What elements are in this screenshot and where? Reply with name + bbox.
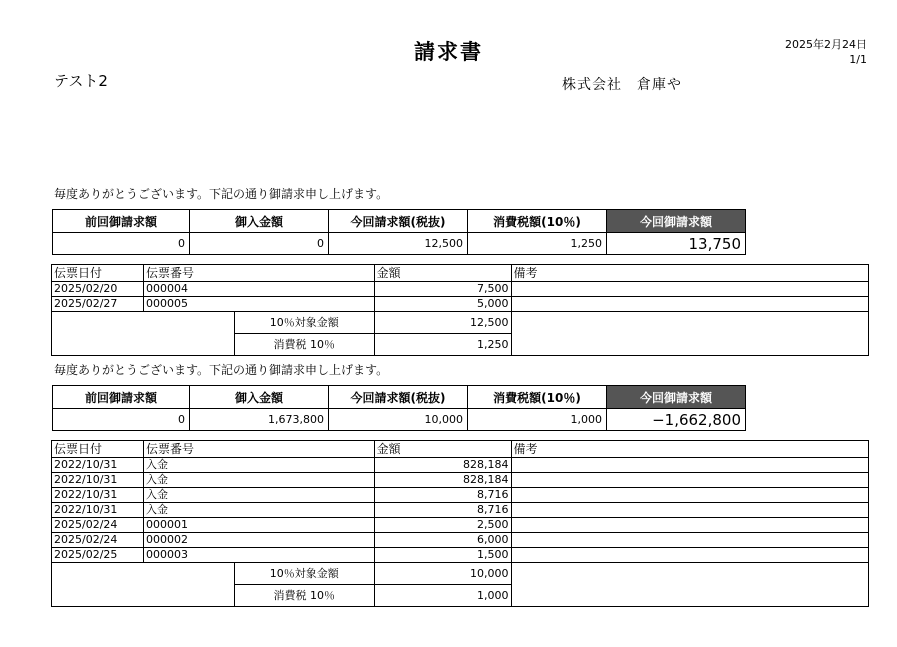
summary-value-row	[53, 409, 746, 431]
table-row	[52, 503, 869, 518]
row-amount: 8,716	[374, 503, 511, 518]
row-date: 2025/02/25	[52, 548, 144, 563]
total-billing-value: −1,662,800	[607, 409, 746, 431]
detail-header-row	[52, 441, 869, 458]
row-amount: 7,500	[374, 282, 511, 297]
current-billing-value: 12,500	[329, 233, 468, 255]
row-date: 2025/02/20	[52, 282, 144, 297]
customer-name: テスト2	[54, 72, 108, 90]
table-row	[52, 473, 869, 488]
row-date: 2022/10/31	[52, 488, 144, 503]
previous-billing-value: 0	[53, 409, 190, 431]
payment-received-value: 1,673,800	[190, 409, 329, 431]
row-amount: 828,184	[374, 473, 511, 488]
detail-header-number: 伝票番号	[143, 441, 374, 458]
table-row	[52, 548, 869, 563]
row-remarks	[511, 297, 868, 312]
row-number: 000002	[143, 533, 374, 548]
row-amount: 828,184	[374, 458, 511, 473]
total-row-taxable	[52, 312, 869, 334]
previous-billing-value: 0	[53, 233, 190, 255]
row-amount: 5,000	[374, 297, 511, 312]
issue-date: 2025年2月24日	[785, 38, 867, 51]
summary-header-cell: 消費税額(10％)	[468, 210, 607, 233]
table-row	[52, 297, 869, 312]
row-number: 入金	[143, 503, 374, 518]
tax-value: 1,000	[468, 409, 607, 431]
row-amount: 2,500	[374, 518, 511, 533]
row-number: 入金	[143, 488, 374, 503]
detail-header-date: 伝票日付	[52, 265, 144, 282]
table-row	[52, 458, 869, 473]
summary-header-cell: 前回御請求額	[53, 386, 190, 409]
tax-amount-value: 1,000	[374, 585, 511, 607]
tax-amount-value: 1,250	[374, 334, 511, 356]
tax-label: 消費税 10％	[234, 334, 374, 356]
totals-remarks-blank	[511, 563, 868, 607]
totals-blank	[52, 563, 235, 607]
table-row	[52, 488, 869, 503]
summary-header-cell: 前回御請求額	[53, 210, 190, 233]
row-date: 2022/10/31	[52, 473, 144, 488]
row-remarks	[511, 518, 868, 533]
row-number: 入金	[143, 458, 374, 473]
summary-header-cell-total: 今回御請求額	[607, 386, 746, 409]
row-date: 2022/10/31	[52, 503, 144, 518]
document-title: 請求書	[414, 40, 483, 64]
issue-date-block	[785, 37, 867, 67]
taxable-amount-label: 10％対象金額	[234, 312, 374, 334]
row-number: 000005	[143, 297, 374, 312]
row-number: 000003	[143, 548, 374, 563]
taxable-amount-label: 10％対象金額	[234, 563, 374, 585]
row-amount: 6,000	[374, 533, 511, 548]
row-amount: 1,500	[374, 548, 511, 563]
total-billing-value: 13,750	[607, 233, 746, 255]
greeting-text: 毎度ありがとうございます。下記の通り御請求申し上げます。	[54, 363, 389, 377]
totals-remarks-blank	[511, 312, 868, 356]
company-name: 株式会社 倉庫や	[562, 77, 682, 93]
payment-received-value: 0	[190, 233, 329, 255]
summary-header-cell: 今回請求額(税抜)	[329, 386, 468, 409]
summary-table	[52, 209, 746, 255]
summary-header-cell: 今回請求額(税抜)	[329, 210, 468, 233]
table-row	[52, 533, 869, 548]
greeting-text: 毎度ありがとうございます。下記の通り御請求申し上げます。	[54, 187, 389, 201]
row-remarks	[511, 458, 868, 473]
summary-header-row	[53, 386, 746, 409]
taxable-amount-value: 12,500	[374, 312, 511, 334]
totals-blank	[52, 312, 235, 356]
summary-value-row	[53, 233, 746, 255]
row-remarks	[511, 488, 868, 503]
row-date: 2025/02/24	[52, 518, 144, 533]
row-date: 2025/02/27	[52, 297, 144, 312]
summary-header-row	[53, 210, 746, 233]
current-billing-value: 10,000	[329, 409, 468, 431]
summary-table	[52, 385, 746, 431]
detail-header-remarks: 備考	[511, 441, 868, 458]
summary-header-cell: 消費税額(10％)	[468, 386, 607, 409]
detail-header-remarks: 備考	[511, 265, 868, 282]
detail-header-amount: 金額	[374, 441, 511, 458]
page-number: 1/1	[849, 53, 867, 66]
detail-header-date: 伝票日付	[52, 441, 144, 458]
row-remarks	[511, 533, 868, 548]
summary-header-cell: 御入金額	[190, 210, 329, 233]
row-date: 2022/10/31	[52, 458, 144, 473]
row-remarks	[511, 473, 868, 488]
row-number: 000001	[143, 518, 374, 533]
row-remarks	[511, 548, 868, 563]
tax-value: 1,250	[468, 233, 607, 255]
row-amount: 8,716	[374, 488, 511, 503]
table-row	[52, 518, 869, 533]
taxable-amount-value: 10,000	[374, 563, 511, 585]
row-remarks	[511, 282, 868, 297]
detail-table	[51, 264, 869, 356]
row-number: 入金	[143, 473, 374, 488]
row-date: 2025/02/24	[52, 533, 144, 548]
detail-header-number: 伝票番号	[143, 265, 374, 282]
table-row	[52, 282, 869, 297]
total-row-taxable	[52, 563, 869, 585]
row-remarks	[511, 503, 868, 518]
detail-header-amount: 金額	[374, 265, 511, 282]
tax-label: 消費税 10％	[234, 585, 374, 607]
summary-header-cell-total: 今回御請求額	[607, 210, 746, 233]
summary-header-cell: 御入金額	[190, 386, 329, 409]
detail-table	[51, 440, 869, 607]
detail-header-row	[52, 265, 869, 282]
row-number: 000004	[143, 282, 374, 297]
